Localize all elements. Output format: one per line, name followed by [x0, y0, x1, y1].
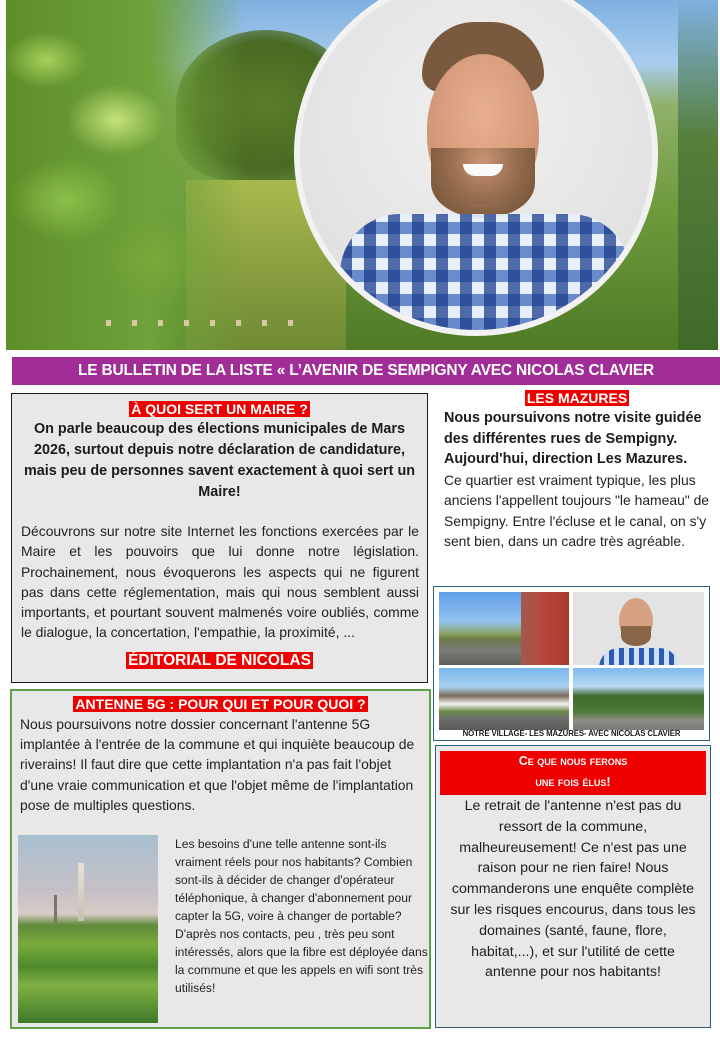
antenna-mast [78, 863, 84, 921]
ferons-heading: Ce que nous ferons une fois élus! [440, 751, 706, 795]
mazures-photo-collage [433, 586, 710, 741]
right-bush [678, 0, 718, 350]
lawn-markers [106, 320, 306, 326]
street-photo-1 [439, 592, 569, 665]
bulletin-title-banner: LE BULLETIN DE LA LISTE « L’AVENIR DE SEMPIGNY AVEC NICOLAS CLAVIER [12, 357, 720, 385]
mazures-heading: LES MAZURES [526, 390, 628, 406]
antenna-field-photo [18, 835, 158, 1023]
antenne-side-text: Les besoins d'une telle antenne sont-ils vraiment réels pour nos habitants? Combien sont-ils à décider de changer d'opérateur téléphonique, à changer d'abonnement pour capter la 5G, voire à changer de portable? D'après nos contacts, peu , très peu sont intéressés, alors que la fibre est déployée dans la commune et que les appels en wifi sont très utilisés! [175, 837, 428, 995]
mazures-body: Ce quartier est vraiment typique, les plus anciens l'appellent toujours "le hameau" de Sempigny. Entre l'écluse et le canal, on s'y sent bien, dans un cadre très agréable. [444, 471, 710, 549]
maire-heading: À QUOI SERT UN MAIRE ? [131, 401, 308, 417]
maire-body: Découvrons sur notre site Internet les fonctions exercées par le Maire et les pouvoirs que lui donne notre législation. Prochainement, nous évoquerons les aspects qui ne figurent pas dans cette réglementation, mais qui nous semblent aussi importants, et pourtant souvent malmenés voire oubliés, comme le dialogue, la concertation, l'empathie, la proximité, ... [21, 523, 419, 641]
foreground-foliage [6, 0, 246, 350]
street-photo-3 [573, 668, 704, 730]
ferons-article [435, 745, 711, 1028]
mazures-lead: Nous poursuivons notre visite guidée des différentes rues de Sempigny. Aujourd'hui, direction Les Mazures. [444, 410, 702, 467]
collage-caption: NOTRE VILLAGE- LES MAZURES- AVEC NICOLAS CLAVIER [462, 729, 681, 738]
candidate-portrait [294, 0, 658, 336]
plaid-shirt [340, 214, 630, 336]
antenne-article [10, 689, 431, 1029]
antenne-heading: ANTENNE 5G : POUR QUI ET POUR QUOI ? [75, 696, 366, 712]
antenne-lead: Nous poursuivons notre dossier concernant l'antenne 5G implantée à l'entrée de la commune et qui inquiète beaucoup de riverains! Il faut dire que cette implantation n'a pas fait l'objet d'une vraie communication et que l'objet même de l'implantation pose de multiples questions. [20, 716, 415, 813]
maire-article [11, 393, 428, 683]
editorial-label: ÉDITORIAL DE NICOLAS [128, 651, 311, 669]
street-photo-2 [439, 668, 569, 730]
maire-lead: On parle beaucoup des élections municipales de Mars 2026, surtout depuis notre déclaration de candidature, mais peu de personnes savent exactement à quoi sert un Maire! [23, 421, 416, 500]
ferons-body: Le retrait de l'antenne n'est pas du ressort de la commune, malheureusement! Ce n'est pas une raison pour ne rien faire! Nous commanderons une enquête complète sur les risques encourus, dans tous les domaines (santé, faune, flore, habitat,...), et sur l'utilité de cette antenne pour nos habitants! [450, 798, 696, 981]
mazures-article [436, 389, 718, 581]
candidate-photo-small [573, 592, 704, 665]
